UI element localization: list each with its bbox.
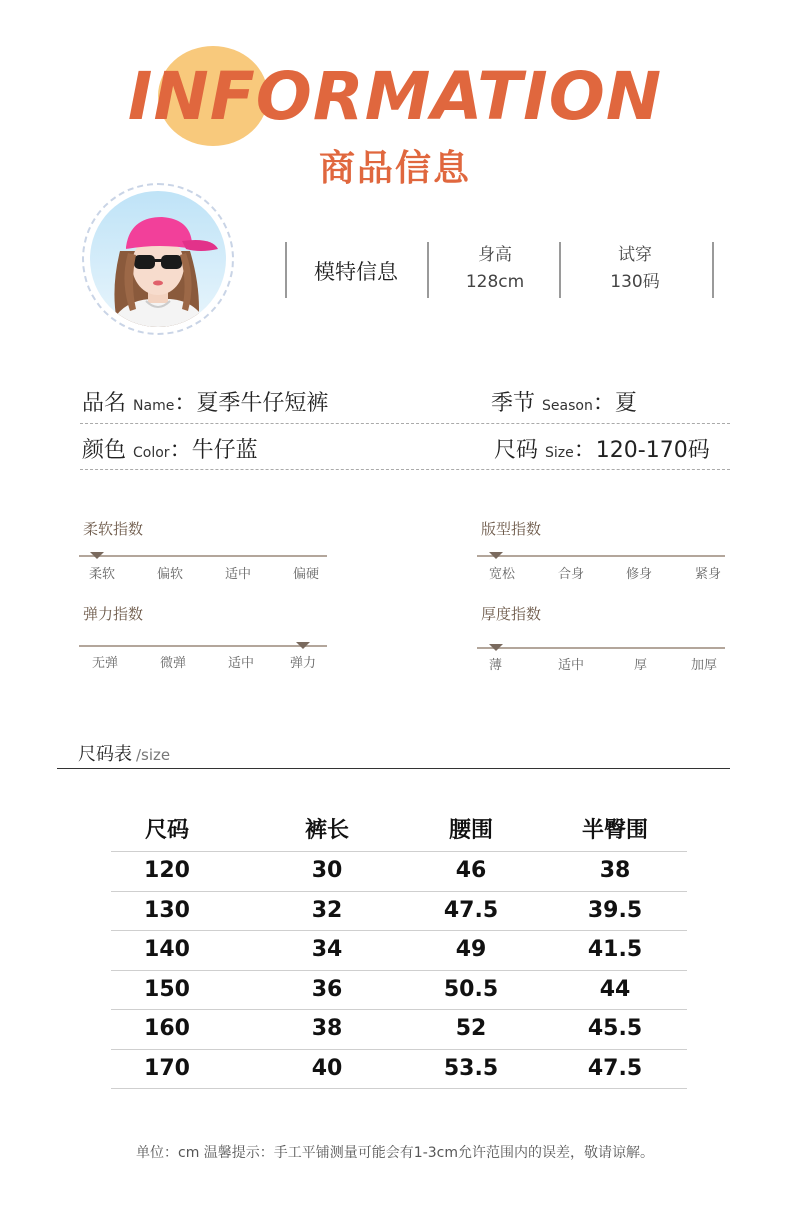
model-info-table [285,242,715,298]
index-tick-label: 宽松 [489,567,516,582]
table-cell: 47.5 [443,897,499,923]
size-table-subtitle: /size [136,746,171,764]
product-color-label: 颜色 [82,438,127,463]
table-cell: 32 [311,897,343,923]
product-size-field [494,433,710,464]
index-marker-icon [489,552,503,559]
measurement-note: 单位：cm 温馨提示：手工平铺测量可能会有1-3cm允许范围内的误差，敬请谅解。 [136,1145,654,1161]
model-try-key: 试穿 [618,245,652,265]
product-color-value: 牛仔蓝 [191,438,258,463]
product-color-en: Color [133,445,170,461]
model-height-cell [418,242,572,296]
index-name: 厚度指数 [481,605,542,623]
dashed-divider [80,469,730,470]
table-cell: 50.5 [443,976,499,1002]
index-tick-label: 加厚 [691,658,718,673]
table-cell: 49 [455,937,487,962]
index-name: 版型指数 [481,520,542,538]
index-name: 弹力指数 [83,605,144,623]
index-tick-label: 适中 [225,567,252,582]
model-try-cell [558,242,712,296]
table-row [111,1050,687,1090]
index-block [83,518,333,598]
table-row [111,892,687,932]
colon: ： [573,438,596,463]
dashed-divider [80,423,730,424]
product-row-1 [80,380,730,424]
product-name-label: 品名 [82,391,127,416]
index-tick-label: 合身 [558,567,585,582]
colon: ： [592,391,615,416]
index-marker-icon [90,552,104,559]
table-cell: 44 [599,976,631,1002]
index-tick-label: 适中 [228,656,255,671]
product-size-value: 120-170码 [595,438,710,463]
table-cell: 52 [455,1016,487,1041]
size-table-title-text: 尺码表 [78,744,132,765]
table-cell: 38 [311,1016,343,1041]
product-season-value: 夏 [614,391,637,416]
model-info-label: 模特信息 [314,260,398,284]
avatar-ring [82,183,234,335]
table-cell: 46 [455,858,487,883]
size-title-rule [57,768,730,769]
index-tick-label: 厚 [634,658,648,673]
index-tick-label: 适中 [558,658,585,673]
table-row [111,1010,687,1050]
model-try-value: 130码 [610,272,660,292]
index-scale-bar [477,555,725,557]
index-scale-bar [477,647,725,649]
table-cell: 36 [311,976,343,1002]
colon: ： [174,391,197,416]
product-row-2 [80,427,730,471]
size-table-title [78,740,170,766]
table-cell: 150 [144,976,190,1002]
index-tick-label: 弹力 [290,656,317,671]
table-cell: 39.5 [587,897,643,923]
colon: ： [169,438,192,463]
index-tick-label: 薄 [489,658,503,673]
index-tick-label: 偏硬 [293,567,320,582]
table-cell: 41.5 [587,937,643,962]
index-marker-icon [489,644,503,651]
index-marker-icon [296,642,310,649]
model-height-value: 128cm [465,272,525,292]
table-header-cell: 腰围 [448,818,493,843]
table-header-cell: 尺码 [144,818,189,843]
product-color-field [82,433,258,464]
table-cell: 53.5 [443,1055,499,1081]
product-season-en: Season [542,398,593,414]
index-tick-label: 无弹 [92,656,119,671]
table-cell: 30 [311,858,343,883]
table-row [111,971,687,1011]
product-size-label: 尺码 [494,438,539,463]
table-header-cell: 半臀围 [581,818,648,843]
table-cell: 47.5 [587,1055,643,1081]
table-cell: 45.5 [587,1016,643,1041]
index-tick-label: 偏软 [157,567,184,582]
table-cell: 130 [144,897,190,923]
index-block [481,518,731,598]
index-tick-label: 紧身 [695,567,722,582]
table-cell: 140 [144,937,190,962]
table-cell: 38 [599,858,631,883]
index-block [481,603,731,683]
product-name-value: 夏季牛仔短裤 [196,391,329,416]
index-name: 柔软指数 [83,520,144,538]
table-cell: 170 [144,1055,190,1081]
product-name-en: Name [133,398,175,414]
table-cell: 160 [144,1016,190,1041]
model-avatar [90,191,226,327]
product-name-field [82,386,328,417]
product-season-label: 季节 [491,391,536,416]
index-scale-bar [79,555,327,557]
table-header-row [111,812,687,852]
product-size-en: Size [545,445,574,461]
table-cell: 40 [311,1055,343,1081]
page-title-en: INFORMATION [127,58,663,135]
index-tick-label: 柔软 [89,567,116,582]
table-header-cell: 裤长 [304,818,349,843]
index-scale-bar [79,645,327,647]
page-title-cn: 商品信息 [318,148,471,189]
table-row [111,852,687,892]
table-cell: 34 [311,937,343,962]
product-season-field [491,386,637,417]
index-block [83,603,333,683]
model-height-key: 身高 [478,245,512,265]
index-tick-label: 修身 [626,567,653,582]
divider [712,242,714,298]
size-table [111,812,687,1089]
table-row [111,931,687,971]
table-cell: 120 [144,858,190,883]
index-tick-label: 微弹 [160,656,187,671]
header [0,0,790,200]
